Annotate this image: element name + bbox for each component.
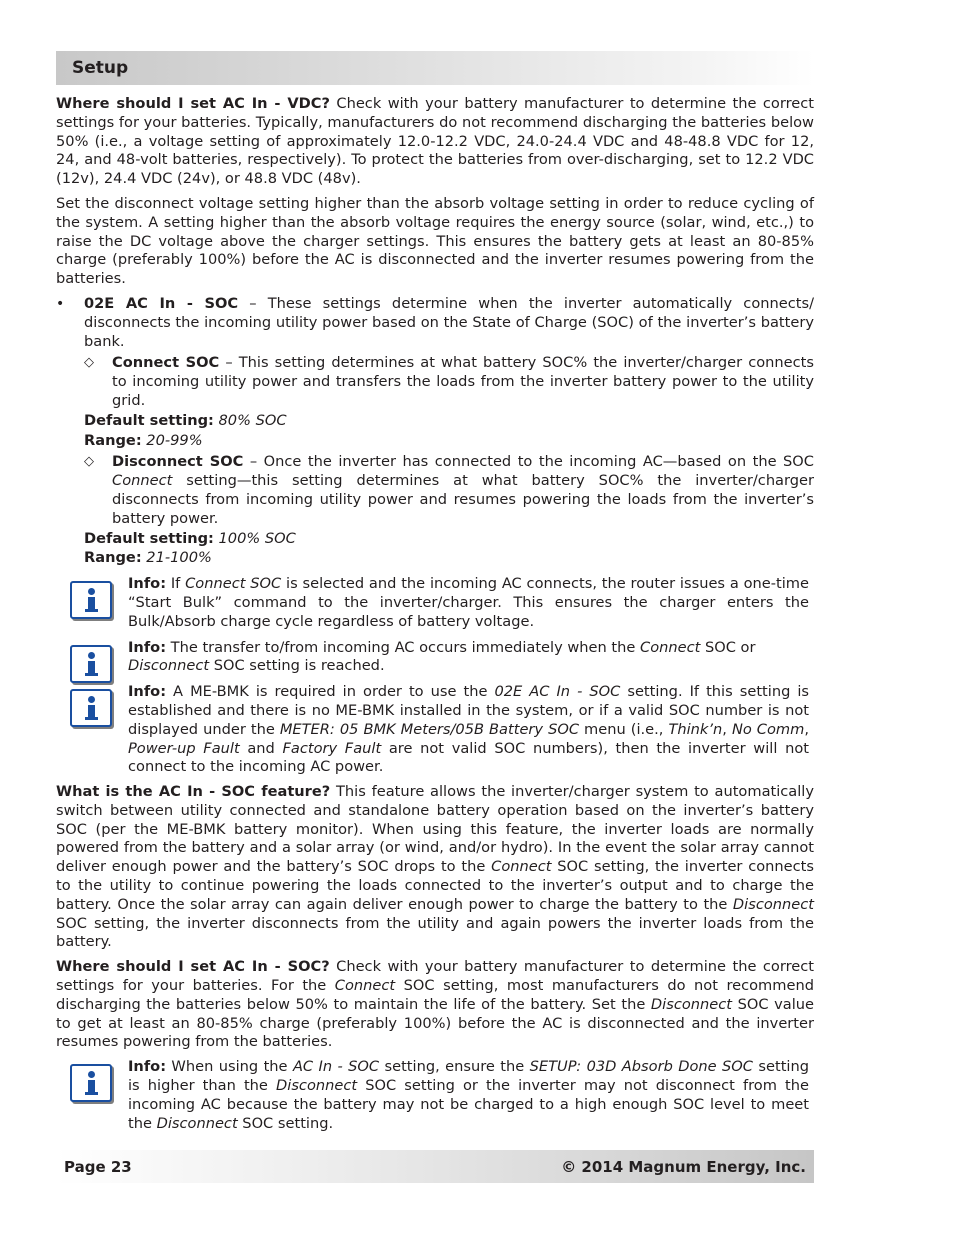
sub-item-text: – This setting determines at what battery SOC% the inverter/charger connects to incoming utility power and transfers the loads from the inverter battery power to the utility grid. (112, 354, 815, 409)
info-label: Info: (128, 638, 167, 656)
paragraph-italic: Connect (334, 977, 396, 995)
sub-item-text: setting—this setting determines at what battery SOC% the inverter/charger disconnects from incoming utility power and resumes powering the loads from the inverter’s battery power. (112, 472, 814, 527)
info-label: Info: (128, 683, 167, 701)
info-text: When using the (166, 1058, 293, 1076)
range-label: Range: (84, 549, 142, 567)
info-icon (70, 645, 112, 683)
paragraph-disconnect-voltage: Set the disconnect voltage setting higher than the absorb voltage setting in order to reduce cycling of the system. A setting higher than the absorb voltage requires the energy source (solar, wind, etc.,) to raise the DC voltage above the charger settings. This ensures the battery gets at least an 80-85% charge (preferably 100%) before the AC is disconnected and the inverter resumes powering from the batteries. (56, 194, 814, 288)
paragraph-text: SOC setting, most manufacturers do not recommend discharging the batteries below 50% to maintain the life of the battery. Set the (56, 977, 814, 1013)
section-header-bar (56, 51, 814, 85)
info-text: SOC setting is reached. (209, 657, 385, 675)
paragraph-italic: Connect (491, 858, 552, 876)
connect-range (84, 432, 814, 451)
paragraph-ac-in-vdc (56, 95, 814, 189)
info-text: , (804, 720, 809, 738)
page-footer (56, 1150, 814, 1183)
sub-item-text: – Once the inverter has connected to the incoming AC—based on the SOC (243, 453, 814, 471)
paragraph-text: SOC value to get at least an 80-85% charge (preferably 100%) before the AC is disconnected and the inverter resumes powering from the batteries. (56, 995, 814, 1051)
range-value: 21-100% (141, 549, 212, 567)
info-text: A ME-BMK is required in order to use the (166, 683, 495, 701)
info-note-me-bmk (56, 683, 809, 777)
info-text: setting is higher than the (128, 1058, 809, 1095)
default-label: Default setting: (84, 529, 214, 547)
info-text: is selected and the incoming AC connects, the router issues a one-time “Start Bulk” command to the inverter/charger. This ensures the charger enters the Bulk/Absorb charge cycle regardless of battery voltage. (128, 575, 809, 630)
sub-item-connect-soc (56, 354, 814, 410)
default-value: 100% SOC (213, 529, 296, 547)
info-italic: No Comm (731, 720, 805, 738)
info-italic: Disconnect (156, 1114, 238, 1132)
paragraph-italic: Disconnect (732, 895, 814, 913)
info-italic: Connect (640, 638, 701, 656)
sub-item-heading: Connect SOC (112, 354, 220, 372)
connect-default-setting (84, 412, 814, 431)
info-icon (70, 581, 112, 619)
info-text: If (166, 575, 186, 593)
diamond-icon: ◇ (84, 454, 94, 470)
copyright: © 2014 Magnum Energy, Inc. (561, 1158, 806, 1176)
paragraph-ac-in-soc-setting (56, 958, 814, 1052)
info-text: setting. If this setting is established and there is no ME-BMK installed in the system, or if a valid SOC number is not displayed under the (128, 683, 810, 738)
question-heading: Where should I set AC In - SOC? (56, 958, 330, 976)
paragraph-ac-in-soc-feature (56, 783, 814, 952)
sub-item-italic: Connect (112, 472, 173, 490)
info-italic: Think’n (668, 720, 723, 738)
info-text: setting, ensure the (379, 1058, 530, 1076)
info-icon (70, 689, 112, 727)
info-label: Info: (128, 1058, 167, 1076)
info-text: , (722, 720, 732, 738)
default-label: Default setting: (84, 411, 214, 429)
question-heading: What is the AC In - SOC feature? (56, 783, 331, 801)
info-italic: Disconnect (128, 657, 210, 675)
info-italic: METER: 05 BMK Meters/05B Battery SOC (279, 720, 580, 738)
sub-item-heading: Disconnect SOC (112, 453, 244, 471)
info-italic: AC In - SOC (292, 1058, 380, 1076)
info-icon (70, 1064, 112, 1102)
info-text: are not valid SOC numbers), then the inverter will not connect to the incoming AC power. (128, 739, 809, 776)
default-value: 80% SOC (213, 411, 287, 429)
diamond-icon: ◇ (84, 355, 94, 371)
info-note-transfer (56, 639, 809, 677)
bullet-02e-ac-in-soc (56, 295, 814, 568)
info-italic: SETUP: 03D Absorb Done SOC (529, 1058, 753, 1076)
info-text: SOC setting or the inverter may not disconnect from the incoming AC because the battery may not be charged to a high enough SOC level to meet the (128, 1077, 809, 1132)
info-note-connect-soc (56, 575, 809, 631)
info-label: Info: (128, 575, 167, 593)
paragraph-text: This feature allows the inverter/charger system to automatically switch between utility connected and standalone battery operation based on the inverter’s battery SOC (per the ME-BMK battery monitor). When using this feature, the inverter loads are normally powered from the battery and a solar array (or wind, and/or hydro). In the event the solar array cannot deliver enough power and the battery’s SOC drops to the (56, 783, 814, 876)
range-value: 20-99% (141, 431, 203, 449)
range-label: Range: (84, 431, 142, 449)
info-text: SOC or (700, 638, 756, 656)
question-heading: Where should I set AC In - VDC? (56, 95, 330, 112)
bullet-heading: 02E AC In - SOC (84, 294, 239, 312)
info-text: menu (i.e., (579, 720, 669, 738)
bullet-text: – These settings determine when the inverter automatically connects/ disconnects the incoming utility power based on the State of Charge (SOC) of the inverter’s battery bank. (84, 294, 815, 350)
info-italic: Factory Fault (282, 739, 382, 757)
info-italic: Connect SOC (185, 575, 282, 593)
paragraph-text: Check with your battery manufacturer to determine the correct settings for your batteries. For the (56, 958, 814, 995)
info-italic: Power-up Fault (128, 739, 240, 757)
info-note-absorb-done (56, 1058, 809, 1133)
page-content (56, 95, 814, 1133)
info-text: The transfer to/from incoming AC occurs immediately when the (166, 638, 640, 656)
paragraph-text: SOC setting, the inverter disconnects from the utility and again powers the inverter loads from the battery. (56, 914, 814, 951)
disconnect-range (84, 549, 814, 568)
info-text: SOC setting. (237, 1114, 334, 1132)
paragraph-text: SOC setting, the inverter connects to the utility to continue powering the loads connected to the inverter’s output and to charge the battery. Once the solar array can again deliver enough power to charge the battery to the (56, 858, 815, 913)
paragraph-text: Check with your battery manufacturer to determine the correct settings for your batteries. Typically, manufacturers do not recommend discharging the batteries below 50% (i.e., a voltage setting of approximately 12.0-12.2 VDC, 24.0-24.4 VDC and 48-48.8 VDC for 12, 24, and 48-volt batteries, respectively). To protect the batteries from over-discharging, set to 12.2 VDC (12v), 24.4 VDC (24v), or 48.8 VDC (48v). (56, 95, 814, 188)
info-text: and (239, 739, 283, 757)
sub-item-disconnect-soc (56, 453, 814, 528)
paragraph-italic: Disconnect (650, 995, 732, 1013)
section-title: Setup (72, 58, 129, 78)
info-italic: Disconnect (276, 1077, 358, 1095)
page-number: Page 23 (64, 1158, 132, 1176)
bullet-icon: • (56, 295, 65, 312)
disconnect-default-setting (84, 530, 814, 549)
info-italic: 02E AC In - SOC (494, 683, 621, 701)
